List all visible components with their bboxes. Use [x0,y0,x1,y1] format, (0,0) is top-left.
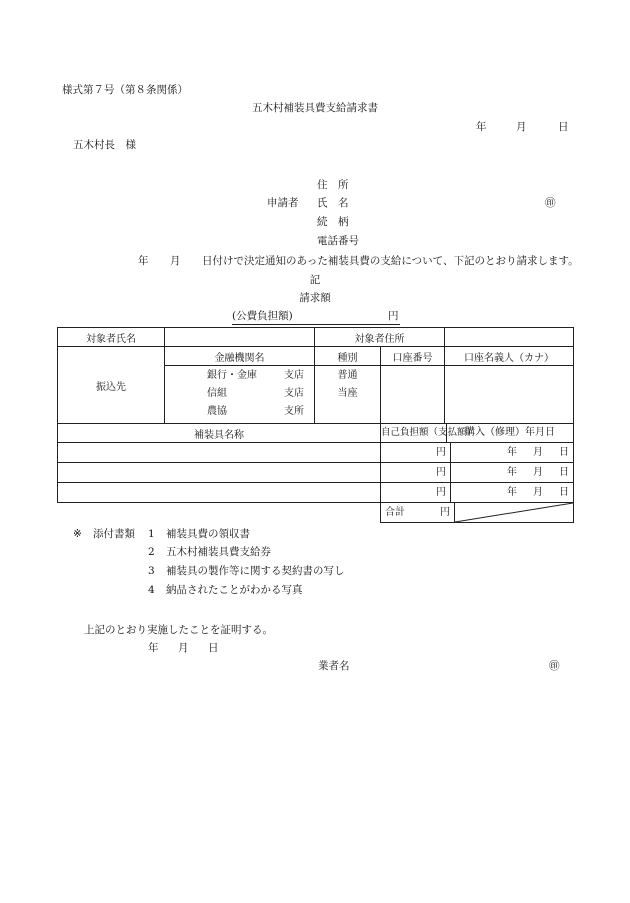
bank-option [169,403,310,421]
header-day: 日 [558,121,569,133]
statement-year: 年 [138,255,149,267]
header-month: 月 [516,121,527,133]
account-number-value[interactable] [381,366,445,424]
form-number: 様式第７号（第８条関係） [62,84,188,96]
transfer-header-row [58,347,574,366]
year-unit: 年 [507,487,517,498]
attachment-num: 4 [148,584,155,596]
public-burden-underline [232,324,400,325]
subject-row [58,328,574,347]
device-name-value[interactable] [58,443,381,463]
relation-label: 続 柄 [317,216,349,228]
yen-unit[interactable]: 円 [381,443,451,462]
attachment-text: 補装具費の領収書 [166,528,250,540]
total-amount[interactable] [381,503,455,522]
total-diagonal-cell [455,503,573,522]
transfer-label: 振込先 [58,347,165,424]
table-row [58,483,574,503]
account-type-current: 当座 [337,388,358,399]
total-label: 合計 [385,507,405,518]
yen-unit[interactable]: 円 [381,463,451,482]
bank-type-label: 農協 [207,406,227,417]
purchase-date[interactable] [451,463,573,482]
subject-name-label: 対象者氏名 [58,328,165,347]
branch-label: 支店 [284,370,304,381]
certification-day: 日 [208,642,219,654]
day-unit: 日 [559,487,569,498]
subject-name-value[interactable] [165,328,315,347]
ki-label: 記 [309,274,321,286]
account-type-ordinary: 普通 [337,370,358,381]
bank-name-label: 金融機関名 [165,347,315,366]
year-unit: 年 [507,447,517,458]
certification-text: 上記のとおり実施したことを証明する。 [84,624,273,636]
name-label: 氏 名 [317,197,349,209]
yen-unit[interactable]: 円 [381,483,451,502]
attachments-label: 添付書類 [93,528,135,540]
day-unit: 日 [559,467,569,478]
branch-label: 支店 [284,388,304,399]
bank-type-label: 信組 [207,388,227,399]
device-name-label: 補装具名称 [58,424,381,443]
total-yen: 円 [440,507,450,518]
purchase-date[interactable] [451,443,573,462]
total-cell [381,503,574,523]
vendor-label: 業者名 [318,660,350,672]
type-label: 種別 [315,347,381,366]
total-row [58,503,574,523]
amount-date-cell [381,463,574,483]
attachments-mark: ※ [73,528,82,540]
diagonal-line [455,503,573,522]
addressee: 五木村長 様 [73,139,136,151]
amount-date-cell [381,483,574,503]
day-unit: 日 [559,447,569,458]
total-spacer [58,503,381,523]
public-burden-label: (公費負担額) [232,310,293,322]
applicant-label: 申請者 [267,197,299,209]
account-holder-label: 口座名義人（カナ） [445,347,574,366]
account-number-label: 口座番号 [381,347,445,366]
subject-address-value[interactable] [445,328,574,347]
bank-option [169,385,310,403]
phone-label: 電話番号 [317,235,359,247]
statement-text: 日付けで決定通知のあった補装具費の支給について、下記のとおり請求します。 [202,255,579,267]
subject-address-label: 対象者住所 [315,328,445,347]
bank-type-label: 銀行・金庫 [207,370,257,381]
attachment-num: 3 [148,565,155,577]
account-holder-value[interactable] [445,366,574,424]
device-name-value[interactable] [58,483,381,503]
table-row [58,463,574,483]
request-table [57,327,574,523]
device-header-row [58,424,574,443]
attachment-num: 1 [148,528,155,540]
device-name-value[interactable] [58,463,381,483]
table-row [58,443,574,463]
header-year: 年 [476,121,487,133]
purchase-date[interactable] [451,483,573,502]
amount-date-cell [381,443,574,463]
request-amount-label: 請求額 [299,292,331,304]
month-unit: 月 [533,487,543,498]
statement-month: 月 [170,255,181,267]
public-burden-unit: 円 [388,310,399,322]
account-type-options[interactable] [315,366,381,424]
address-label: 住 所 [317,179,349,191]
branch-label: 支所 [284,406,304,417]
purchase-date-label: 購入（修理）年月日 [465,427,555,438]
attachment-text: 五木村補装具費支給券 [166,546,271,558]
certification-month: 月 [178,642,189,654]
year-unit: 年 [507,467,517,478]
bank-options[interactable] [165,366,315,424]
month-unit: 月 [533,447,543,458]
attachment-text: 納品されたことがわかる写真 [166,584,303,596]
self-pay-label: 自己負担額（支払額） [381,424,447,442]
month-unit: 月 [533,467,543,478]
attachment-text: 補装具の製作等に関する契約書の写し [166,565,345,577]
amount-date-header [381,424,574,443]
attachment-num: 2 [148,546,155,558]
document-title: 五木村補装具費支給請求書 [252,102,378,114]
vendor-seal: ㊞ [549,660,560,672]
applicant-seal: ㊞ [545,197,556,209]
certification-year: 年 [148,642,159,654]
bank-option [169,367,310,385]
